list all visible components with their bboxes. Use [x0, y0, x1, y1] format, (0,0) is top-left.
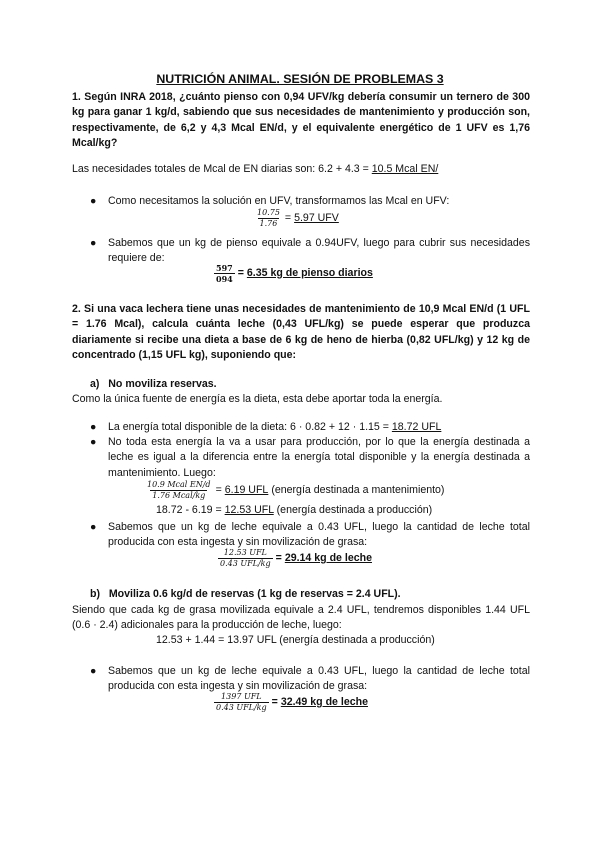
fraction-numerator: 10.9 Mcal EN/d [147, 480, 211, 489]
equation-ufv [255, 208, 339, 229]
total-energy-value: 18.72 UFL [391, 421, 442, 433]
production-energy-line [156, 503, 432, 518]
case-b-intro: Siendo que cada kg de grasa movilizada equivale a 2.4 UFL, tendremos disponibles 1.44 UFL (0.6 · 2.4) adicionales para la producción de leche, luego: [72, 604, 530, 632]
fraction-maintenance [145, 480, 213, 501]
bullet-icon: ● [90, 436, 97, 448]
case-a-heading [90, 377, 217, 392]
case-b-heading [90, 587, 401, 602]
fraction-denominator: 0.43 UFL/kg [216, 703, 267, 712]
total-energy-text: La energía total disponible de la dieta: 6 · 0.82 + 12 · 1.15 = [108, 421, 392, 433]
page-title: NUTRICIÓN ANIMAL. SESIÓN DE PROBLEMAS 3 [156, 72, 444, 86]
bullet-milk-equivalence-b: Sabemos que un kg de leche equivale a 0.43 UFL, luego la cantidad de leche total producida con esta ingesta y sin movilización de grasa: [108, 665, 530, 693]
milk-result-b: 32.49 kg de leche [280, 695, 368, 708]
total-needs-value: 10.5 Mcal EN/ [371, 163, 439, 175]
fraction-numerator: 12.53 UFL [223, 548, 267, 557]
problem-1-question: 1. Según INRA 2018, ¿cuánto pienso con 0,94 UFV/kg debería consumir un ternero de 300 kg para ganar 1 kg/d, sabiendo que sus necesidades de mantenimiento y producción son, respectivamente, de 6,2 y 4,3 Mcal EN/d, y el equivalente energético de 1 UFV es 1,76 Mcal/kg? [72, 91, 530, 150]
bullet-production-energy: No toda esta energía la va a usar para producción, por lo que la energía destinada a leche es igual a la diferencia entre la energía total disponible y la energía destinada a mantenimiento. Luego: [108, 436, 530, 479]
equation-maintenance [145, 480, 444, 501]
bullet-icon: ● [90, 195, 97, 207]
fraction-milk-b [214, 692, 269, 713]
bullet-icon: ● [90, 521, 97, 533]
case-a-title: No moviliza reservas. [108, 378, 217, 390]
fraction-numerator: 10.75 [257, 208, 280, 217]
maintenance-result: 6.19 UFL [224, 483, 269, 496]
subtraction-text: 18.72 - 6.19 = [156, 504, 225, 516]
fraction-denominator: 1.76 [259, 219, 278, 228]
bullet-icon: ● [90, 237, 97, 249]
case-a-label: a) [90, 378, 100, 390]
case-b-sum: 12.53 + 1.44 = 13.97 UFL (energía destinada a producción) [156, 634, 435, 646]
fraction-feed [214, 263, 235, 284]
equation-feed [214, 263, 373, 284]
problem-2-question: 2. Si una vaca lechera tiene unas necesidades de mantenimiento de 10,9 Mcal EN/d (1 UFL = 1.76 Mcal), calcula cuánta leche (0,43 UFL/kg) se puede esperar que produzca diariamente si recibe una dieta a base de 6 kg de heno de hierba (0,82 UFL/kg) y 12 kg de concentrado (1,15 UFL kg), suponiendo que: [72, 303, 530, 362]
bullet-feed-requirement: Sabemos que un kg de pienso equivale a 0.94UFV, luego para cubrir sus necesidades requiere de: [108, 237, 530, 265]
feed-result: 6.35 kg de pienso diarios [246, 266, 373, 279]
equals-sign: = [284, 211, 292, 224]
fraction-denominator: 1.76 Mcal/kg [152, 491, 206, 500]
fraction-denominator: 0.43 UFL/kg [220, 559, 271, 568]
equals-sign: = [237, 266, 244, 279]
bullet-icon: ● [90, 665, 97, 677]
equals-sign: = [215, 483, 222, 496]
production-energy-value: 12.53 UFL [224, 504, 274, 516]
maintenance-note: (energía destinada a mantenimiento) [271, 483, 445, 496]
bullet-total-energy [108, 420, 530, 435]
case-b-title: Moviliza 0.6 kg/d de reservas (1 kg de reservas = 2.4 UFL). [108, 588, 401, 600]
production-energy-note: (energía destinada a producción) [276, 504, 433, 516]
fraction-numerator: 597 [216, 263, 233, 273]
fraction-denominator: 094 [216, 274, 233, 284]
fraction-milk-a [218, 548, 273, 569]
equation-milk-a [218, 548, 372, 569]
milk-result-a: 29.14 kg de leche [284, 551, 372, 564]
equation-milk-b [214, 692, 368, 713]
fraction-numerator: 1397 UFL [221, 692, 262, 701]
total-needs-text: Las necesidades totales de Mcal de EN diarias son: 6.2 + 4.3 = [72, 163, 372, 175]
bullet-icon: ● [90, 421, 97, 433]
bullet-convert-ufv: Como necesitamos la solución en UFV, transformamos las Mcal en UFV: [108, 195, 450, 207]
ufv-result: 5.97 UFV [294, 211, 339, 224]
equals-sign: = [271, 695, 278, 708]
case-a-intro: Como la única fuente de energía es la dieta, esta debe aportar toda la energía. [72, 393, 443, 405]
case-b-label: b) [90, 588, 100, 600]
equals-sign: = [275, 551, 282, 564]
total-needs-line [72, 162, 438, 177]
bullet-milk-equivalence: Sabemos que un kg de leche equivale a 0.43 UFL, luego la cantidad de leche total producida con esta ingesta y sin movilización de grasa: [108, 521, 530, 549]
fraction-ufv [255, 208, 282, 229]
